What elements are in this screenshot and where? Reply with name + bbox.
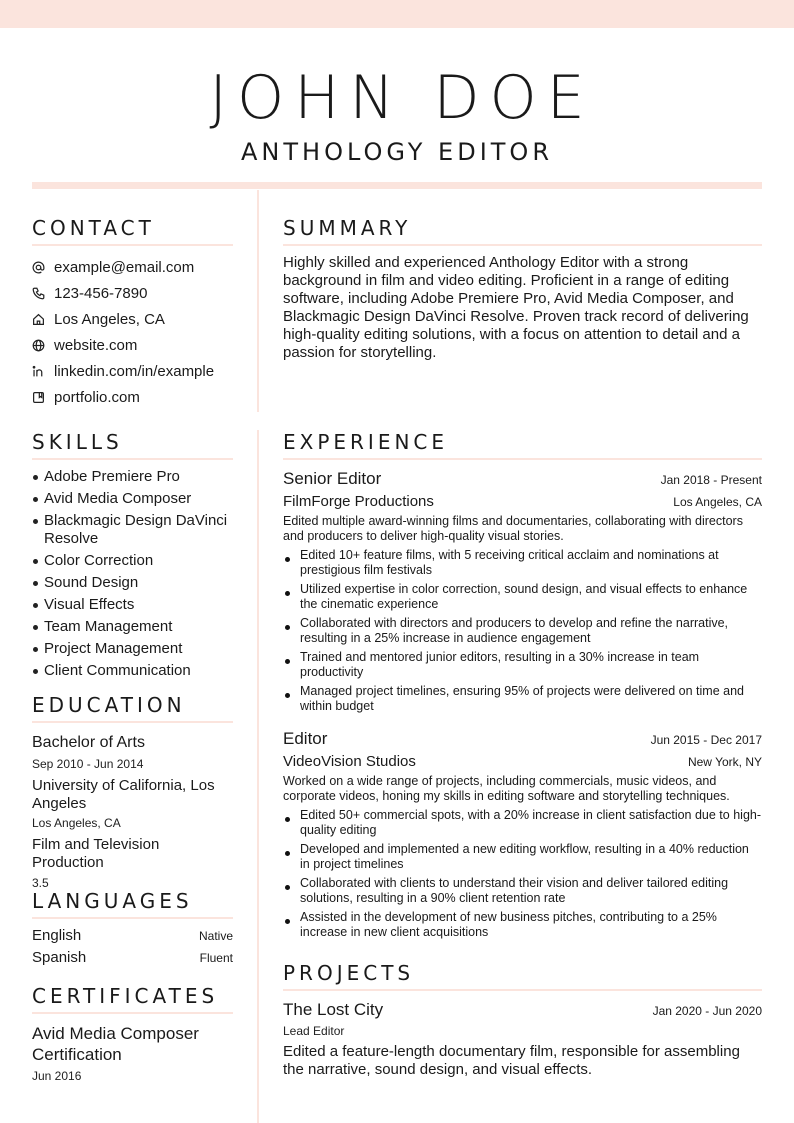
summary-section (283, 216, 762, 362)
globe-icon (32, 339, 54, 352)
header-divider (32, 182, 762, 189)
job-bullet: Edited 10+ feature films, with 5 receiving critical acclaim and nominations at prestigious film festivals (283, 548, 762, 578)
job-bullet: Trained and mentored junior editors, resulting in a 30% increase in team productivity (283, 650, 762, 680)
column-divider-bottom (257, 430, 259, 1123)
job-bullets (283, 548, 762, 714)
education-dates: Sep 2010 - Jun 2014 (32, 757, 144, 771)
job-entry (283, 468, 762, 714)
linkedin-icon (32, 365, 54, 378)
skills-section (32, 430, 233, 684)
skill-item: Team Management (32, 618, 233, 636)
language-row (32, 949, 233, 971)
certificates-title: CERTIFICATES (32, 984, 233, 1014)
language-row (32, 927, 233, 949)
job-bullet: Managed project timelines, ensuring 95% of projects were delivered on time and within budget (283, 684, 762, 714)
column-divider-top (257, 190, 259, 412)
skills-title: SKILLS (32, 430, 233, 460)
portfolio-icon (32, 391, 54, 404)
certificate-date: Jun 2016 (32, 1069, 82, 1083)
resume-role: ANTHOLOGY EDITOR (240, 138, 553, 166)
job-description: Edited multiple award-winning films and documentaries, collaborating with directors and producers to deliver high-quality visual stories. (283, 514, 743, 543)
job-location: New York, NY (687, 755, 762, 769)
job-location: Los Angeles, CA (673, 495, 762, 509)
education-gpa: 3.5 (32, 876, 49, 890)
projects-section (283, 961, 762, 1079)
skill-item: Client Communication (32, 662, 233, 680)
skill-item: Adobe Premiere Pro (32, 468, 233, 486)
contact-portfolio[interactable]: portfolio.com (32, 384, 233, 410)
education-title: EDUCATION (32, 693, 233, 723)
contact-email[interactable]: example@email.com (32, 254, 233, 280)
skill-item: Color Correction (32, 552, 233, 570)
home-icon (32, 313, 54, 326)
skill-item: Visual Effects (32, 596, 233, 614)
summary-title: SUMMARY (283, 216, 762, 246)
summary-text: Highly skilled and experienced Anthology Editor with a strong background in film and video editing. Proficient in a range of editing software, including Adobe Premiere Pro, Avid Media Composer, and Blackmagic Design DaVinci Resolve. Proven track record of delivering high-quality editing solutions, with a focus on attention to detail and a passion for storytelling. (283, 254, 749, 361)
contact-linkedin[interactable]: linkedin.com/in/example (32, 358, 233, 384)
language-level: Fluent (199, 951, 233, 965)
contact-phone[interactable]: 123-456-7890 (32, 280, 233, 306)
education-location: Los Angeles, CA (32, 816, 121, 830)
phone-icon (32, 287, 54, 300)
language-name: Spanish (32, 949, 87, 966)
skill-item: Sound Design (32, 574, 233, 592)
education-university: University of California, Los Angeles (32, 777, 215, 812)
project-role: Lead Editor (283, 1024, 345, 1038)
certificate-name: Avid Media Composer Certification (32, 1024, 199, 1064)
contact-title: CONTACT (32, 216, 233, 246)
at-icon (32, 261, 54, 274)
job-dates: Jan 2018 - Present (660, 473, 762, 487)
job-bullet: Assisted in the development of new business pitches, contributing to a 25% increase in new client acquisitions (283, 910, 762, 940)
job-title: Editor (283, 729, 328, 748)
skill-item: Avid Media Composer (32, 490, 233, 508)
job-title: Senior Editor (283, 469, 382, 488)
language-level: Native (198, 929, 233, 943)
resume-name: JOHN DOE (209, 63, 595, 133)
skill-item: Blackmagic Design DaVinci Resolve (32, 512, 233, 548)
job-bullet: Utilized expertise in color correction, sound design, and visual effects to enhance the cinematic experience (283, 582, 762, 612)
job-bullet: Edited 50+ commercial spots, with a 20% increase in client satisfaction due to high-quality editing (283, 808, 762, 838)
job-company: FilmForge Productions (283, 493, 434, 510)
project-name: The Lost City (283, 1000, 384, 1019)
experience-title: EXPERIENCE (283, 430, 762, 460)
experience-section (283, 430, 762, 944)
contact-section (32, 216, 233, 410)
top-accent-band (0, 0, 794, 28)
education-field: Film and Television Production (32, 836, 160, 871)
job-bullet: Collaborated with clients to understand their vision and deliver tailored editing solutions, resulting in a 90% client retention rate (283, 876, 762, 906)
project-description: Edited a feature-length documentary film, responsible for assembling the narrative, sound design, and visual effects. (283, 1043, 740, 1078)
job-description: Worked on a wide range of projects, including commercials, music videos, and corporate videos, honing my skills in editing software and storytelling techniques. (283, 774, 730, 803)
skill-item: Project Management (32, 640, 233, 658)
contact-website[interactable]: website.com (32, 332, 233, 358)
education-section (32, 693, 233, 891)
languages-title: LANGUAGES (32, 889, 233, 919)
skills-list (32, 468, 233, 680)
job-dates: Jun 2015 - Dec 2017 (650, 733, 762, 747)
contact-location: Los Angeles, CA (32, 306, 233, 332)
languages-section (32, 889, 233, 971)
certificates-section (32, 984, 233, 1084)
job-bullet: Collaborated with directors and producers to develop and refine the narrative, resulting in a 25% increase in audience engagement (283, 616, 762, 646)
job-bullets (283, 808, 762, 940)
education-degree: Bachelor of Arts (32, 734, 145, 751)
projects-title: PROJECTS (283, 961, 762, 991)
language-name: English (32, 927, 82, 944)
job-entry (283, 728, 762, 940)
job-bullet: Developed and implemented a new editing workflow, resulting in a 40% reduction in project timelines (283, 842, 762, 872)
job-company: VideoVision Studios (283, 753, 416, 770)
project-dates: Jan 2020 - Jun 2020 (652, 1004, 762, 1018)
